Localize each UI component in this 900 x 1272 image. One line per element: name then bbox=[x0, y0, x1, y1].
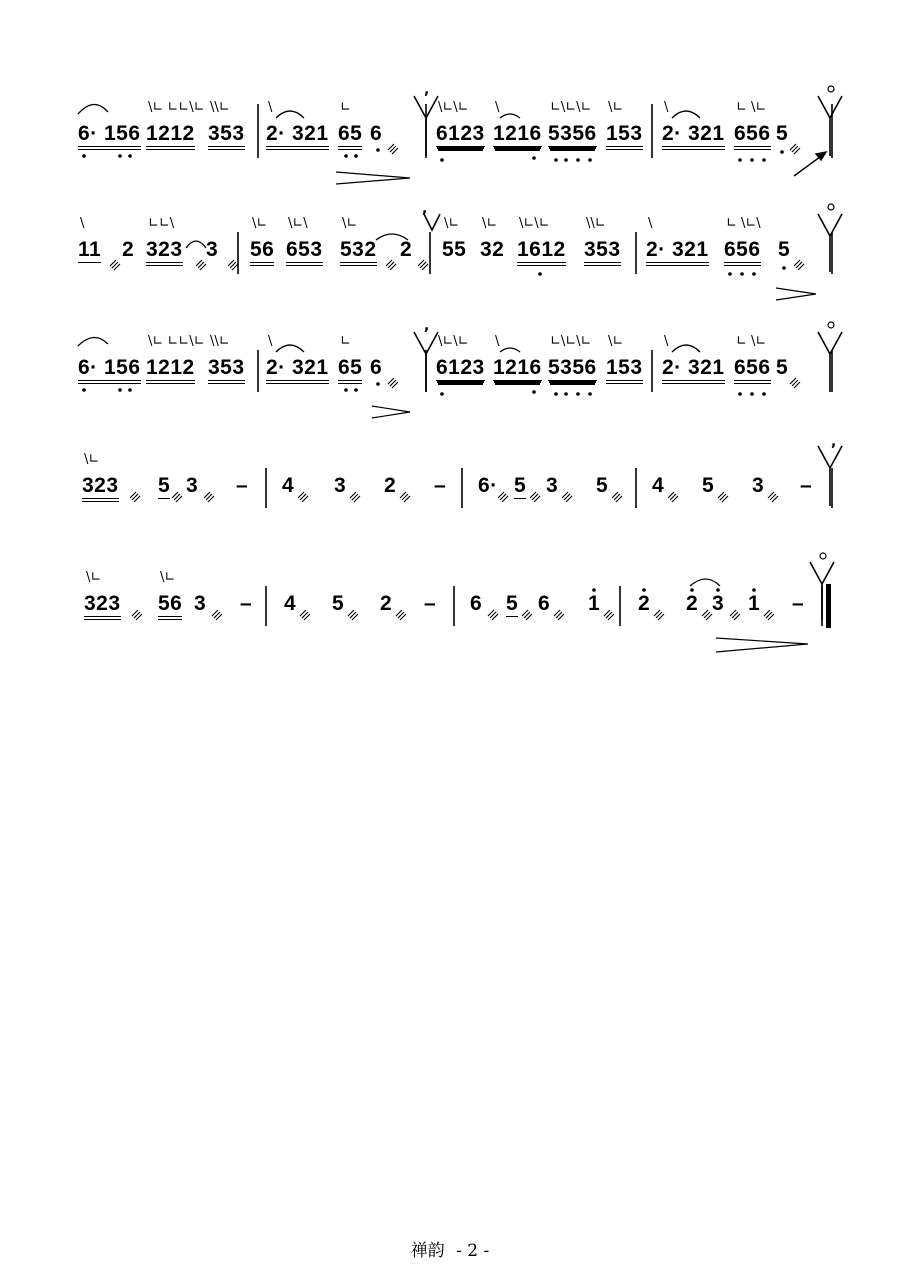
footer-title: 禅韵 bbox=[410, 1241, 445, 1261]
note-group: 2 bbox=[686, 592, 699, 615]
note-group: 2 bbox=[638, 592, 651, 615]
technique-marks: \\∟ bbox=[210, 334, 230, 349]
technique-marks: \∟\∟ bbox=[438, 100, 469, 115]
note-group: 6123 bbox=[436, 356, 485, 379]
note-group: 6 bbox=[370, 122, 383, 145]
note-group: 32 bbox=[480, 238, 505, 261]
svg-text:,: , bbox=[424, 82, 430, 98]
note-group: 3 bbox=[752, 474, 765, 497]
note-group: 2 bbox=[384, 474, 397, 497]
note-group: 3 bbox=[194, 592, 207, 615]
note-group: 5 bbox=[776, 122, 789, 145]
page-footer bbox=[0, 1236, 900, 1261]
note-group: 2· 321 bbox=[662, 122, 725, 150]
note-group: 5 bbox=[506, 592, 519, 615]
note-group: 353 bbox=[584, 238, 621, 266]
note-group: 6· bbox=[478, 474, 498, 497]
note-group: 6· 156 bbox=[78, 356, 141, 384]
note-group: 2· 321 bbox=[662, 356, 725, 384]
technique-marks: \∟\∟ bbox=[519, 216, 550, 231]
note-group: 653 bbox=[286, 238, 323, 266]
note-group: 5 bbox=[514, 474, 527, 497]
note-group: 4 bbox=[284, 592, 297, 615]
note-group: 5 bbox=[158, 474, 171, 497]
note-group: 2· 321 bbox=[266, 356, 329, 384]
technique-marks: \∟ bbox=[444, 216, 460, 231]
technique-marks: \∟ bbox=[252, 216, 268, 231]
note-group: 5356 bbox=[548, 122, 597, 145]
note-group: 323 bbox=[84, 592, 121, 620]
note-group: 2 bbox=[380, 592, 393, 615]
technique-marks: \ bbox=[648, 216, 653, 231]
note-group: 4 bbox=[652, 474, 665, 497]
technique-marks: ∟\∟\∟ bbox=[550, 100, 592, 115]
technique-marks: \\∟ bbox=[586, 216, 606, 231]
technique-marks: \∟\∟ bbox=[438, 334, 469, 349]
note-group: 5 bbox=[776, 356, 789, 379]
svg-text:,: , bbox=[831, 434, 837, 450]
technique-marks: \∟ ∟∟\∟ bbox=[148, 100, 205, 115]
note-group: 153 bbox=[606, 356, 643, 384]
technique-marks: \∟ ∟∟\∟ bbox=[148, 334, 205, 349]
note-group: 3 bbox=[712, 592, 725, 615]
technique-marks: ∟ bbox=[340, 100, 351, 115]
technique-marks: \∟\ bbox=[288, 216, 308, 231]
technique-marks: ∟∟\ bbox=[148, 216, 175, 231]
note-group: 56 bbox=[250, 238, 274, 266]
note-group: – bbox=[236, 474, 249, 497]
note-group: 6· 156 bbox=[78, 122, 141, 150]
note-group: 11 bbox=[78, 238, 102, 261]
technique-marks: ∟\∟\∟ bbox=[550, 334, 592, 349]
note-group: 353 bbox=[208, 122, 245, 150]
note-group: 2 bbox=[400, 238, 413, 261]
technique-marks: \ bbox=[664, 334, 669, 349]
technique-marks: ∟ \∟\ bbox=[726, 216, 761, 231]
technique-marks: \∟ bbox=[342, 216, 358, 231]
note-group: 56 bbox=[158, 592, 182, 620]
note-group: 1612 bbox=[517, 238, 566, 266]
technique-marks: \ bbox=[495, 100, 500, 115]
note-group: 353 bbox=[208, 356, 245, 384]
note-group: 656 bbox=[734, 122, 771, 150]
note-group: 2 bbox=[122, 238, 135, 261]
note-group: 1 bbox=[748, 592, 761, 615]
note-group: 2· 321 bbox=[646, 238, 709, 266]
technique-marks: \∟ bbox=[86, 570, 102, 585]
note-group: 6 bbox=[370, 356, 383, 379]
note-group: – bbox=[800, 474, 813, 497]
technique-marks: ∟ \∟ bbox=[736, 334, 767, 349]
footer-page-number: - 2 - bbox=[456, 1241, 490, 1261]
note-group: 4 bbox=[282, 474, 295, 497]
svg-text:,: , bbox=[422, 201, 428, 217]
note-group: 65 bbox=[338, 356, 362, 384]
technique-marks: \∟ bbox=[84, 452, 100, 467]
technique-marks: \ bbox=[268, 100, 273, 115]
note-group: 323 bbox=[146, 238, 183, 266]
technique-marks: \∟ bbox=[482, 216, 498, 231]
note-group: 1216 bbox=[493, 122, 542, 145]
note-group: 5 bbox=[596, 474, 609, 497]
note-group: 3 bbox=[334, 474, 347, 497]
note-group: 5 bbox=[332, 592, 345, 615]
note-group: 2· 321 bbox=[266, 122, 329, 150]
note-group: 532 bbox=[340, 238, 377, 266]
technique-marks: ∟ bbox=[340, 334, 351, 349]
technique-marks: \ bbox=[664, 100, 669, 115]
note-group: 153 bbox=[606, 122, 643, 150]
technique-marks: \ bbox=[495, 334, 500, 349]
note-group: – bbox=[424, 592, 437, 615]
note-group: 5 bbox=[778, 238, 791, 261]
note-group: 3 bbox=[186, 474, 199, 497]
note-group: 1212 bbox=[146, 356, 195, 384]
technique-marks: \∟ bbox=[160, 570, 176, 585]
note-group: 5356 bbox=[548, 356, 597, 379]
technique-marks: \∟ bbox=[608, 100, 624, 115]
note-group: 6 bbox=[538, 592, 551, 615]
note-group: – bbox=[434, 474, 447, 497]
note-group: 3 bbox=[206, 238, 219, 261]
note-group: 656 bbox=[734, 356, 771, 384]
note-group: 1212 bbox=[146, 122, 195, 150]
technique-marks: \\∟ bbox=[210, 100, 230, 115]
note-group: 65 bbox=[338, 122, 362, 150]
note-group: 6 bbox=[470, 592, 483, 615]
note-group: 323 bbox=[82, 474, 119, 502]
note-group: 3 bbox=[546, 474, 559, 497]
note-group: 1 bbox=[588, 592, 601, 615]
note-group: 5 bbox=[702, 474, 715, 497]
note-group: – bbox=[240, 592, 253, 615]
technique-marks: \∟ bbox=[608, 334, 624, 349]
note-group: 656 bbox=[724, 238, 761, 266]
technique-marks: \ bbox=[268, 334, 273, 349]
svg-text:,: , bbox=[424, 318, 430, 334]
note-group: 55 bbox=[442, 238, 467, 261]
note-group: 1216 bbox=[493, 356, 542, 379]
note-group: 6123 bbox=[436, 122, 485, 145]
technique-marks: \ bbox=[80, 216, 85, 231]
note-group: – bbox=[792, 592, 805, 615]
technique-marks: ∟ \∟ bbox=[736, 100, 767, 115]
